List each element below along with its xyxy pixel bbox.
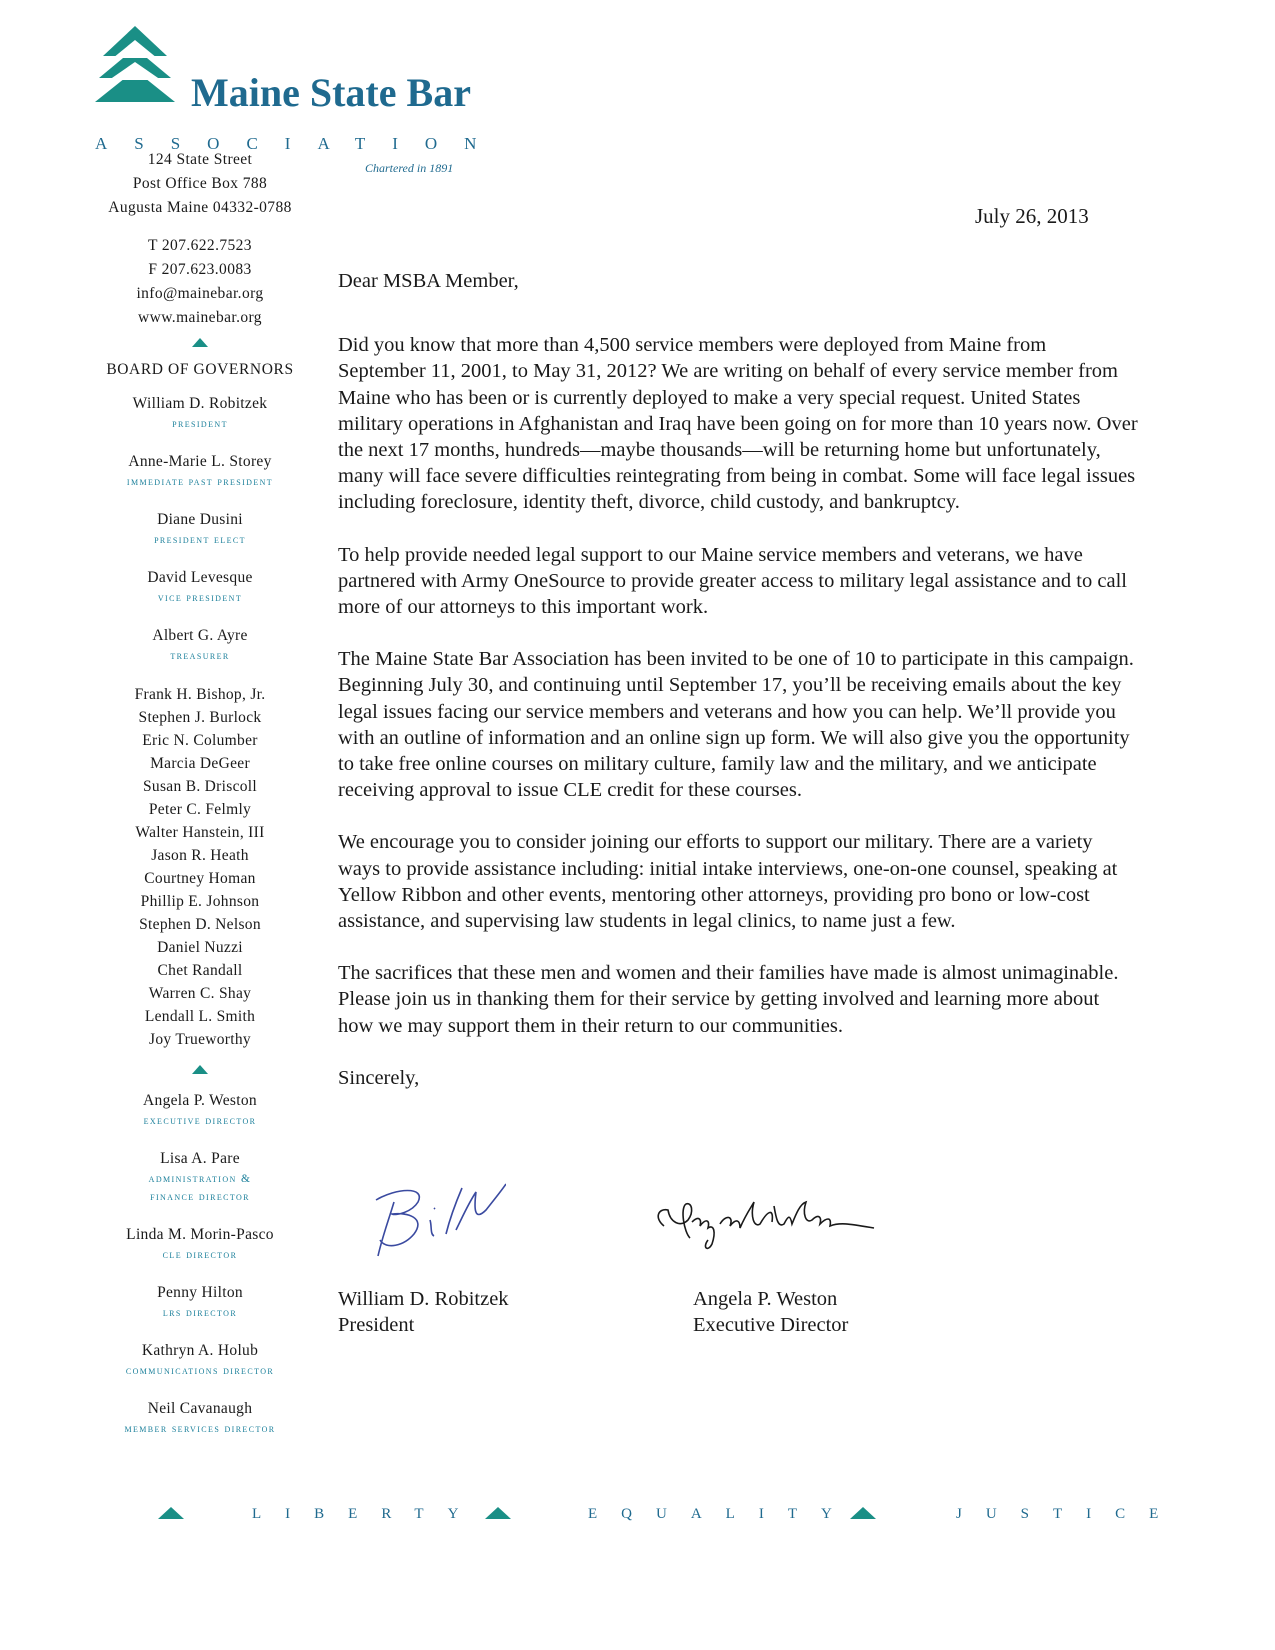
governor-name: Frank H. Bishop, Jr.: [134, 686, 266, 703]
staff-title: cle director: [162, 1249, 238, 1261]
phone: T 207.622.7523: [148, 237, 252, 254]
governor-name: Walter Hanstein, III: [135, 824, 265, 841]
letter-body: [338, 268, 1138, 1117]
officer-title: vice president: [157, 592, 243, 604]
governor-name: Warren C. Shay: [148, 985, 252, 1002]
signature-area: [338, 1178, 1138, 1358]
governor-name: Lendall L. Smith: [144, 1008, 256, 1025]
staff-title: communications director: [125, 1365, 275, 1377]
signer-block: [338, 1286, 509, 1338]
paragraph: We encourage you to consider joining our efforts to support our military. There are a variety ways to provide assistance including: initial intake interviews, one-on-one counsel, speaking at Yellow Ribbon and other events, mentoring other attorneys, providing pro bono or low-cost assistance, and supervising law students in legal clinics, to name just a few.: [338, 831, 1118, 933]
officer-title: treasurer: [170, 650, 230, 662]
staff-entry: [80, 1340, 320, 1380]
staff-name: Kathryn A. Holub: [141, 1342, 259, 1359]
signature-image: [650, 1188, 880, 1258]
officer-name: Anne-Marie L. Storey: [128, 453, 272, 470]
paragraph: To help provide needed legal support to our Maine service members and veterans, we have partnered with Army OneSource to provide greater access to military legal assistance and to call more of our attorneys to this important work.: [338, 543, 1127, 619]
governor-name: Stephen D. Nelson: [139, 916, 261, 933]
paragraph: Did you know that more than 4,500 service members were deployed from Maine from September 11, 2001, to May 31, 2012? We are writing on behalf of every service member from Maine who has been or is currently deployed to make a very special request. United States military operations in Afghanistan and Iraq have been going on for more than 10 years now. Over the next 17 months, hundreds—maybe thousands—will be returning home but unfortunately, many will face severe difficulties reintegrating from being in combat. Some will face legal issues including foreclosure, identity theft, divorce, child custody, and bankruptcy.: [338, 334, 1138, 514]
staff-name: Angela P. Weston: [143, 1092, 257, 1109]
officer-entry: [80, 509, 320, 549]
governor-name: Eric N. Columber: [142, 732, 258, 749]
signer-block: [693, 1286, 848, 1338]
governor-name: Jason R. Heath: [151, 847, 249, 864]
divider-triangle-icon: [80, 338, 320, 347]
staff-name: Penny Hilton: [157, 1284, 243, 1301]
staff-title: member services director: [124, 1423, 276, 1435]
footer-motto: [150, 1503, 1183, 1533]
closing: Sincerely,: [338, 1066, 420, 1089]
officer-title: immediate past president: [126, 476, 274, 488]
officer-entry: [80, 567, 320, 607]
motto-word: LIBERTY: [252, 1506, 483, 1522]
staff-entry: [80, 1090, 320, 1130]
governor-name: Marcia DeGeer: [150, 755, 250, 772]
triangle-icon: [850, 1507, 876, 1519]
staff-name: Lisa A. Pare: [160, 1150, 240, 1167]
org-chartered: Chartered in 1891: [365, 161, 454, 175]
staff-name: Neil Cavanaugh: [147, 1400, 253, 1417]
email-link[interactable]: info@mainebar.org: [136, 285, 264, 302]
signer-title: President: [338, 1314, 415, 1336]
staff-entry: [80, 1282, 320, 1322]
org-name: Maine State Bar: [191, 70, 471, 115]
board-title: BOARD OF GOVERNORS: [106, 361, 294, 378]
staff-entry: [80, 1398, 320, 1438]
org-subtitle: ASSOCIATION: [95, 134, 504, 153]
staff-entry: [80, 1224, 320, 1264]
staff-list: [80, 1090, 320, 1438]
staff-title: administration &: [148, 1173, 252, 1185]
governor-name: Courtney Homan: [144, 870, 256, 887]
governor-name: Joy Trueworthy: [149, 1031, 251, 1048]
officer-name: William D. Robitzek: [132, 395, 268, 412]
triangle-icon: [485, 1507, 511, 1519]
fax: F 207.623.0083: [148, 261, 252, 278]
signer-name: Angela P. Weston: [693, 1288, 838, 1310]
governor-name: Stephen J. Burlock: [138, 709, 262, 726]
paragraph: The sacrifices that these men and women and their families have made is almost unimaginable. Please join us in thanking them for their service by getting involved and learning more about how we may support them in their return to our communities.: [338, 962, 1119, 1037]
staff-name: Linda M. Morin-Pasco: [126, 1226, 274, 1243]
triangle-icon: [158, 1507, 184, 1519]
signer-name: William D. Robitzek: [338, 1288, 509, 1310]
officer-title: president elect: [154, 534, 246, 546]
officer-name: David Levesque: [147, 569, 253, 586]
governor-name: Chet Randall: [157, 962, 243, 979]
staff-title: lrs director: [162, 1307, 238, 1319]
governor-name: Daniel Nuzzi: [157, 939, 243, 956]
officer-title: president: [172, 418, 228, 430]
sidebar: [80, 148, 320, 1456]
governor-name: Susan B. Driscoll: [142, 778, 258, 795]
officer-entry: [80, 625, 320, 665]
address-city: Augusta Maine 04332-0788: [108, 199, 292, 216]
staff-entry: [80, 1148, 320, 1206]
address-street: 124 State Street: [147, 151, 253, 168]
officer-list: [80, 393, 320, 665]
motto-word: JUSTICE: [956, 1506, 1183, 1522]
signer-title: Executive Director: [693, 1314, 849, 1336]
pine-tree-logo-icon: [95, 26, 175, 106]
address-po: Post Office Box 788: [132, 175, 268, 192]
governor-name: Peter C. Felmly: [148, 801, 252, 818]
letter-date: July 26, 2013: [975, 204, 1089, 228]
salutation: Dear MSBA Member,: [338, 270, 519, 292]
staff-title: executive director: [143, 1115, 257, 1127]
website-link[interactable]: www.mainebar.org: [138, 309, 262, 326]
motto-word: EQUALITY: [588, 1506, 856, 1522]
officer-name: Albert G. Ayre: [152, 627, 248, 644]
paragraph: The Maine State Bar Association has been invited to be one of 10 to participate in this campaign. Beginning July 30, and continuing until September 17, you’ll be receiving emails about the key legal issues facing our service members and veterans and how you can help. We’ll provide you with an outline of information and an online sign up form. We will also give you the opportunity to take free online courses on military culture, family law and the military, and we anticipate receiving approval to issue CLE credit for these courses.: [338, 648, 1134, 802]
officer-name: Diane Dusini: [157, 511, 243, 528]
governor-name: Phillip E. Johnson: [140, 893, 260, 910]
divider-triangle-icon: [80, 1065, 320, 1074]
officer-entry: [80, 393, 320, 433]
staff-title: finance director: [150, 1191, 250, 1203]
governor-list: [80, 683, 320, 1051]
officer-entry: [80, 451, 320, 491]
signature-image: [356, 1178, 506, 1258]
